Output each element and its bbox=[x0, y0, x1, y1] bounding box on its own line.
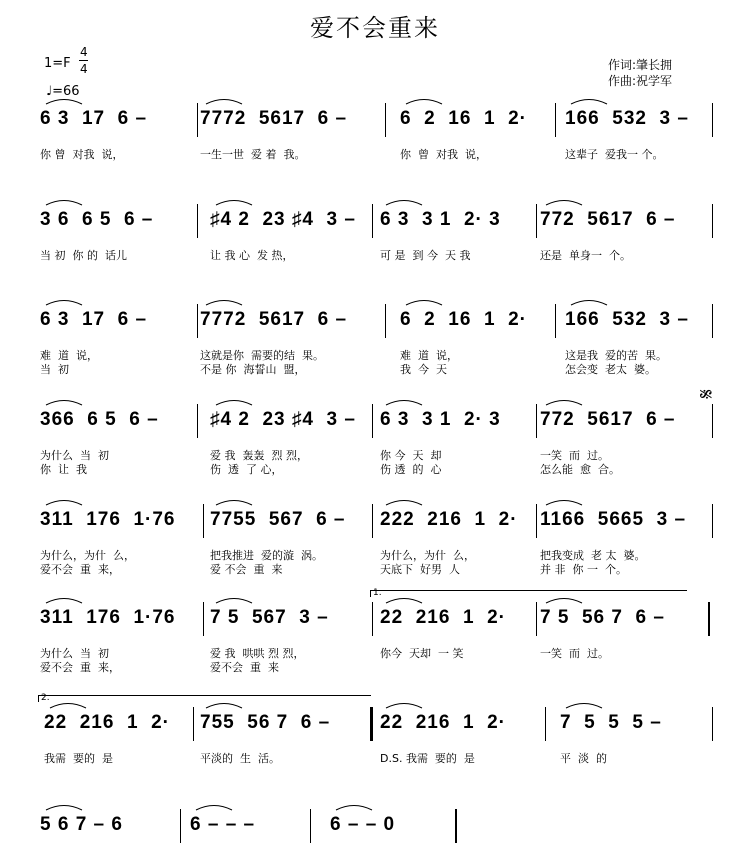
double-barline bbox=[708, 602, 710, 636]
double-barline bbox=[455, 809, 457, 843]
time-signature-line bbox=[79, 60, 88, 61]
slur-mark bbox=[44, 801, 84, 811]
slur-mark bbox=[194, 801, 234, 811]
lyric-line: 为什么，为什 么， bbox=[40, 549, 135, 562]
measure-notes: ♯4 2 23 ♯4 3 – bbox=[210, 209, 356, 230]
slur-mark bbox=[569, 95, 609, 105]
slur-mark bbox=[334, 801, 374, 811]
lyric-line: 一笑 而 过。 bbox=[540, 647, 609, 660]
lyric-line: D.S. 我需 要的 是 bbox=[380, 752, 475, 765]
slur-mark bbox=[44, 594, 84, 604]
measure-notes: 6 2 16 1 2· bbox=[400, 108, 527, 129]
barline bbox=[197, 404, 198, 438]
slur-mark bbox=[569, 296, 609, 306]
composer-credit: 作曲:祝学军 bbox=[608, 74, 673, 88]
measure-notes: 22 216 1 2· bbox=[44, 712, 170, 733]
barline bbox=[712, 304, 713, 338]
barline bbox=[712, 707, 713, 741]
measure-notes: 1166 5665 3 – bbox=[540, 509, 687, 530]
measure-notes: 22 216 1 2· bbox=[380, 712, 506, 733]
barline bbox=[372, 204, 373, 238]
lyric-line: 为什么 当 初 bbox=[40, 647, 109, 660]
slur-mark bbox=[44, 95, 84, 105]
key-signature: 1=F bbox=[44, 56, 71, 71]
slur-mark bbox=[214, 496, 254, 506]
lyric-line-verse2: 并 非 你 一 个。 bbox=[540, 563, 627, 576]
barline bbox=[372, 504, 373, 538]
lyric-line-verse2: 我 今 天 bbox=[400, 363, 447, 376]
measure-notes: ♯4 2 23 ♯4 3 – bbox=[210, 409, 356, 430]
lyric-line-verse2: 怎会变 老太 婆。 bbox=[565, 363, 656, 376]
slur-mark bbox=[564, 699, 604, 709]
slur-mark bbox=[404, 296, 444, 306]
barline bbox=[385, 103, 386, 137]
measure-notes: 5 6 7 – 6 bbox=[40, 814, 123, 835]
measure-notes: 22 216 1 2· bbox=[380, 607, 506, 628]
barline bbox=[197, 304, 198, 338]
slur-mark bbox=[204, 296, 244, 306]
slur-mark bbox=[44, 396, 84, 406]
lyric-line: 这就是你 需要的结 果。 bbox=[200, 349, 324, 362]
slur-mark bbox=[214, 196, 254, 206]
barline bbox=[310, 809, 311, 843]
page-title: 爱不会重来 bbox=[310, 14, 440, 42]
measure-notes: 311 176 1·76 bbox=[40, 509, 176, 530]
barline bbox=[545, 707, 546, 741]
lyricist-credit: 作词:肇长拥 bbox=[608, 58, 673, 72]
slur-mark bbox=[544, 496, 584, 506]
measure-notes: 166 532 3 – bbox=[565, 309, 689, 330]
measure-notes: 6 3 3 1 2· 3 bbox=[380, 409, 501, 430]
lyric-line: 这辈子 爱我一 个。 bbox=[565, 148, 664, 161]
double-barline bbox=[370, 707, 372, 741]
slur-mark bbox=[404, 95, 444, 105]
measure-notes: 7 5 567 3 – bbox=[210, 607, 329, 628]
slur-mark bbox=[44, 296, 84, 306]
barline bbox=[372, 707, 373, 741]
measure-notes: 6 – – 0 bbox=[330, 814, 396, 835]
barline bbox=[193, 707, 194, 741]
measure-notes: 6 3 17 6 – bbox=[40, 108, 148, 129]
lyric-line: 把我变成 老 太 婆。 bbox=[540, 549, 646, 562]
measure-notes: 366 6 5 6 – bbox=[40, 409, 159, 430]
measure-notes: 222 216 1 2· bbox=[380, 509, 518, 530]
lyric-line: 难 道 说， bbox=[40, 349, 98, 362]
measure-notes: 166 532 3 – bbox=[565, 108, 689, 129]
barline bbox=[536, 204, 537, 238]
first-ending-bracket bbox=[370, 590, 687, 597]
slur-mark bbox=[204, 95, 244, 105]
lyric-line: 还是 单身一 个。 bbox=[540, 249, 631, 262]
first-ending-label: 1. bbox=[373, 588, 382, 598]
barline bbox=[197, 204, 198, 238]
lyric-line: 一笑 而 过。 bbox=[540, 449, 609, 462]
slur-mark bbox=[544, 396, 584, 406]
lyric-line: 可 是 到 今 天 我 bbox=[380, 249, 471, 262]
measure-notes: 6 2 16 1 2· bbox=[400, 309, 527, 330]
measure-notes: 3 6 6 5 6 – bbox=[40, 209, 154, 230]
lyric-line-verse2: 不是 你 海誓山 盟， bbox=[200, 363, 306, 376]
slur-mark bbox=[214, 594, 254, 604]
measure-notes: 7 5 5 5 – bbox=[560, 712, 662, 733]
lyric-line: 平 淡 的 bbox=[560, 752, 607, 765]
lyric-line: 把我推进 爱的漩 涡。 bbox=[210, 549, 323, 562]
lyric-line: 你 曾 对我 说， bbox=[400, 148, 487, 161]
lyric-line: 这是我 爱的苦 果。 bbox=[565, 349, 667, 362]
barline bbox=[555, 103, 556, 137]
lyric-line: 爱 我 哄哄 烈 烈， bbox=[210, 647, 305, 660]
lyric-line: 你今 天却 一 笑 bbox=[380, 647, 464, 660]
barline bbox=[712, 103, 713, 137]
second-ending-bracket bbox=[38, 695, 371, 702]
lyric-line: 让 我 心 发 热， bbox=[210, 249, 294, 262]
slur-mark bbox=[384, 699, 424, 709]
segno-sign: 𝄋 bbox=[692, 389, 718, 400]
measure-notes: 7755 567 6 – bbox=[210, 509, 346, 530]
lyric-line-verse2: 你 让 我 bbox=[40, 463, 87, 476]
lyric-line: 为什么 当 初 bbox=[40, 449, 109, 462]
lyric-line-verse2: 怎么能 愈 合。 bbox=[540, 463, 620, 476]
barline bbox=[385, 304, 386, 338]
slur-mark bbox=[44, 496, 84, 506]
measure-notes: 755 56 7 6 – bbox=[200, 712, 331, 733]
barline bbox=[536, 404, 537, 438]
lyric-line-verse2: 当 初 bbox=[40, 363, 69, 376]
lyric-line-verse2: 爱不会 重 来 bbox=[210, 661, 279, 674]
lyric-line: 爱 我 轰轰 烈 烈， bbox=[210, 449, 308, 462]
measure-notes: 311 176 1·76 bbox=[40, 607, 176, 628]
lyric-line: 你 今 天 却 bbox=[380, 449, 442, 462]
lyric-line: 为什么，为什 么， bbox=[380, 549, 475, 562]
barline bbox=[180, 809, 181, 843]
lyric-line: 我需 要的 是 bbox=[44, 752, 113, 765]
measure-notes: 772 5617 6 – bbox=[540, 409, 676, 430]
lyric-line-verse2: 伤 透 的 心 bbox=[380, 463, 442, 476]
barline bbox=[555, 304, 556, 338]
slur-mark bbox=[44, 196, 84, 206]
barline bbox=[203, 602, 204, 636]
measure-notes: 6 3 3 1 2· 3 bbox=[380, 209, 501, 230]
barline bbox=[536, 504, 537, 538]
lyric-line: 一生一世 爱 着 我。 bbox=[200, 148, 306, 161]
measure-notes: 6 3 17 6 – bbox=[40, 309, 148, 330]
barline bbox=[712, 204, 713, 238]
lyric-line: 你 曾 对我 说， bbox=[40, 148, 124, 161]
measure-notes: 7 5 56 7 6 – bbox=[540, 607, 665, 628]
measure-notes: 7772 5617 6 – bbox=[200, 309, 348, 330]
lyric-line-verse2: 伤 透 了 心， bbox=[210, 463, 283, 476]
lyric-line-verse2: 爱不会 重 来， bbox=[40, 563, 120, 576]
slur-mark bbox=[384, 196, 424, 206]
measure-notes: 772 5617 6 – bbox=[540, 209, 676, 230]
barline bbox=[536, 602, 537, 636]
tempo-marking: ♩=66 bbox=[46, 84, 80, 99]
lyric-line-verse2: 天底下 好男 人 bbox=[380, 563, 460, 576]
measure-notes: 7772 5617 6 – bbox=[200, 108, 348, 129]
slur-mark bbox=[384, 396, 424, 406]
lyric-line: 平淡的 生 活。 bbox=[200, 752, 280, 765]
lyric-line-verse2: 爱不会 重 来， bbox=[40, 661, 120, 674]
slur-mark bbox=[214, 396, 254, 406]
slur-mark bbox=[544, 196, 584, 206]
barline bbox=[712, 504, 713, 538]
lyric-line: 难 道 说， bbox=[400, 349, 458, 362]
time-signature-top: 4 bbox=[80, 45, 88, 59]
lyric-line: 当 初 你 的 话儿 bbox=[40, 249, 127, 262]
barline bbox=[372, 602, 373, 636]
measure-notes: 6 – – – bbox=[190, 814, 256, 835]
barline bbox=[372, 404, 373, 438]
lyric-line-verse2: 爱 不会 重 来 bbox=[210, 563, 283, 576]
time-signature-bottom: 4 bbox=[80, 62, 88, 76]
barline bbox=[712, 404, 713, 438]
barline bbox=[197, 103, 198, 137]
barline bbox=[203, 504, 204, 538]
slur-mark bbox=[384, 496, 424, 506]
second-ending-label: 2. bbox=[41, 693, 50, 703]
